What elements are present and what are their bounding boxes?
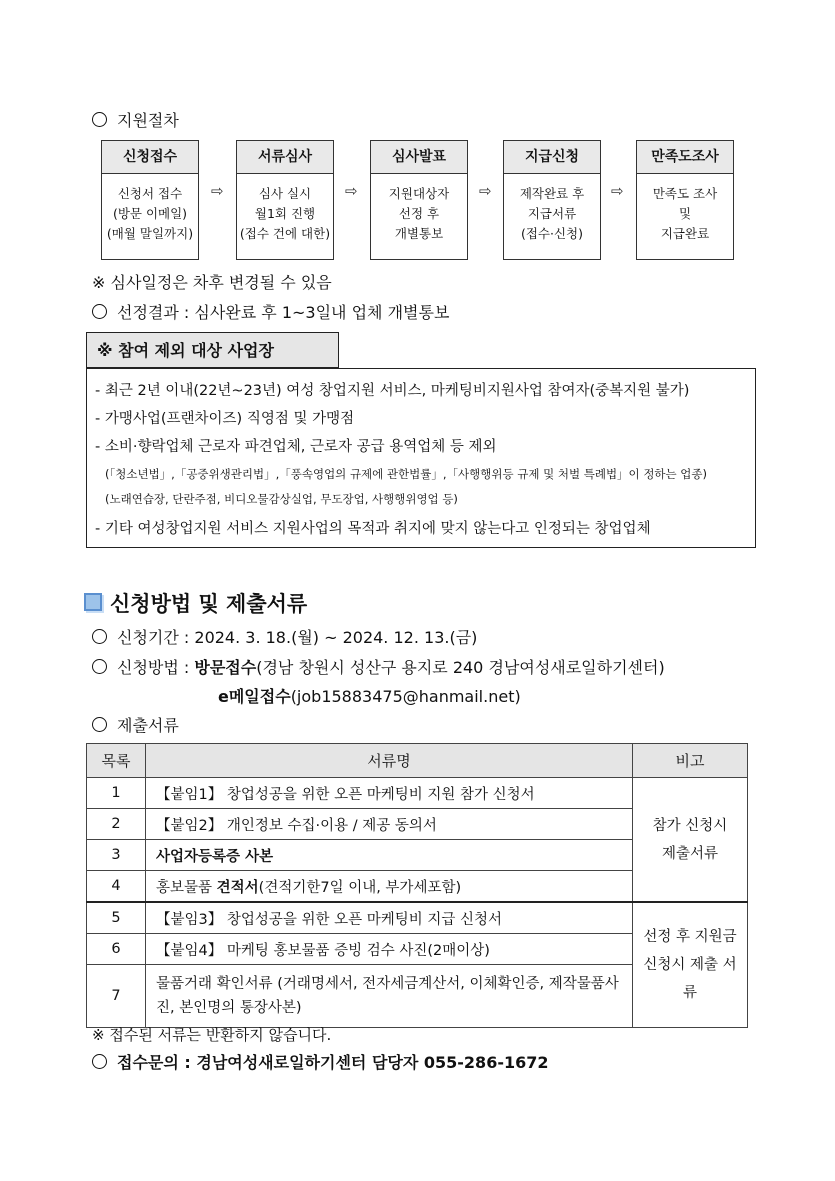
step-title: 지급신청 — [504, 141, 600, 174]
step-title: 신청접수 — [102, 141, 198, 174]
step-title: 만족도조사 — [637, 141, 733, 174]
docs-label: 제출서류 — [92, 713, 179, 736]
documents-table — [86, 743, 748, 1028]
step-box — [370, 140, 468, 260]
table-row: 2 【붙임2】 개인정보 수집·이용 / 제공 동의서 — [87, 809, 748, 840]
step-box — [636, 140, 734, 260]
table-row: 5 【붙임3】 창업성공을 위한 오픈 마케팅비 지급 신청서 선정 후 지원금 신청시 제출 서류 — [87, 902, 748, 934]
excluded-title: ※ 참여 제외 대상 사업장 — [86, 332, 339, 368]
table-row: 6 【붙임4】 마케팅 홍보물품 증빙 검수 사진(2매이상) — [87, 934, 748, 965]
circle-bullet-icon — [92, 304, 107, 319]
application-method: 신청방법 : 방문접수(경남 창원시 성산구 용지로 240 경남여성새로일하기센터) — [92, 655, 665, 678]
step-box — [101, 140, 199, 260]
col-header: 목록 — [87, 744, 146, 778]
excluded-item: - 소비·향락업체 근로자 파견업체, 근로자 공급 용역업체 등 제외 — [95, 439, 497, 455]
step-body: 지원대상자 선정 후 개별통보 — [388, 186, 450, 241]
circle-bullet-icon — [92, 112, 107, 127]
arrow-right-icon: ⇨ — [479, 182, 492, 200]
circle-bullet-icon — [92, 629, 107, 644]
table-row: 3 사업자등록증 사본 — [87, 840, 748, 871]
excluded-subnote: (「청소년법」,「공중위생관리법」,「풍속영업의 규제에 관한법률」,「사행행위등 규제 및 처벌 특례법」이 정하는 업종) — [105, 467, 708, 481]
table-row: 4 홍보물품 견적서(견적기한7일 이내, 부가세포함) — [87, 871, 748, 903]
arrow-right-icon: ⇨ — [345, 182, 358, 200]
excluded-item: - 기타 여성창업지원 서비스 지원사업의 목적과 취지에 맞지 않는다고 인정되는 창업업체 — [95, 521, 651, 537]
circle-bullet-icon — [92, 659, 107, 674]
table-row: 7 물품거래 확인서류 (거래명세서, 전자세금계산서, 이체확인증, 제작물품사진, 본인명의 통장사본) — [87, 965, 748, 1028]
excluded-item: - 최근 2년 이내(22년~23년) 여성 창업지원 서비스, 마케팅비지원사업 참여자(중복지원 불가) — [95, 383, 690, 399]
square-bullet-icon — [84, 593, 102, 611]
excluded-subnote: (노래연습장, 단란주점, 비디오물감상실업, 무도장업, 사행행위영업 등) — [105, 492, 458, 506]
result-note: 선정결과 : 심사완료 후 1~3일내 업체 개별통보 — [92, 300, 449, 323]
excluded-item: - 가맹사업(프랜차이즈) 직영점 및 가맹점 — [95, 411, 355, 427]
circle-bullet-icon — [92, 717, 107, 732]
step-body: 만족도 조사 및 지급완료 — [652, 186, 718, 241]
step-body: 심사 실시 월1회 진행 (접수 건에 대한) — [239, 186, 331, 241]
step-box — [236, 140, 334, 260]
arrow-right-icon: ⇨ — [211, 182, 224, 200]
table-header-row — [87, 744, 748, 778]
return-note: ※ 접수된 서류는 반환하지 않습니다. — [92, 1026, 332, 1044]
remark-cell: 선정 후 지원금 신청시 제출 서류 — [633, 902, 748, 1028]
step-body: 신청서 접수 (방문 이메일) (매월 말일까지) — [106, 186, 194, 241]
remark-cell: 참가 신청시 제출서류 — [633, 778, 748, 903]
step-box — [503, 140, 601, 260]
procedure-heading: 지원절차 — [92, 108, 179, 131]
circle-bullet-icon — [92, 1054, 107, 1069]
application-period: 신청기간 : 2024. 3. 18.(월) ~ 2024. 12. 13.(금) — [92, 625, 477, 648]
col-header: 서류명 — [146, 744, 633, 778]
section-title: 신청방법 및 제출서류 — [84, 588, 307, 618]
step-title: 심사발표 — [371, 141, 467, 174]
col-header: 비고 — [633, 744, 748, 778]
arrow-right-icon: ⇨ — [611, 182, 624, 200]
step-body: 제작완료 후 지급서류 (접수·신청) — [519, 186, 585, 241]
email-method: e메일접수(job15883475@hanmail.net) — [218, 687, 521, 706]
step-title: 서류심사 — [237, 141, 333, 174]
schedule-note: ※ 심사일정은 차후 변경될 수 있음 — [92, 273, 332, 292]
contact-line: 접수문의 : 경남여성새로일하기센터 담당자 055-286-1672 — [92, 1050, 549, 1073]
excluded-box — [86, 368, 756, 548]
table-row: 1 【붙임1】 창업성공을 위한 오픈 마케팅비 지원 참가 신청서 참가 신청시 제출서류 — [87, 778, 748, 809]
